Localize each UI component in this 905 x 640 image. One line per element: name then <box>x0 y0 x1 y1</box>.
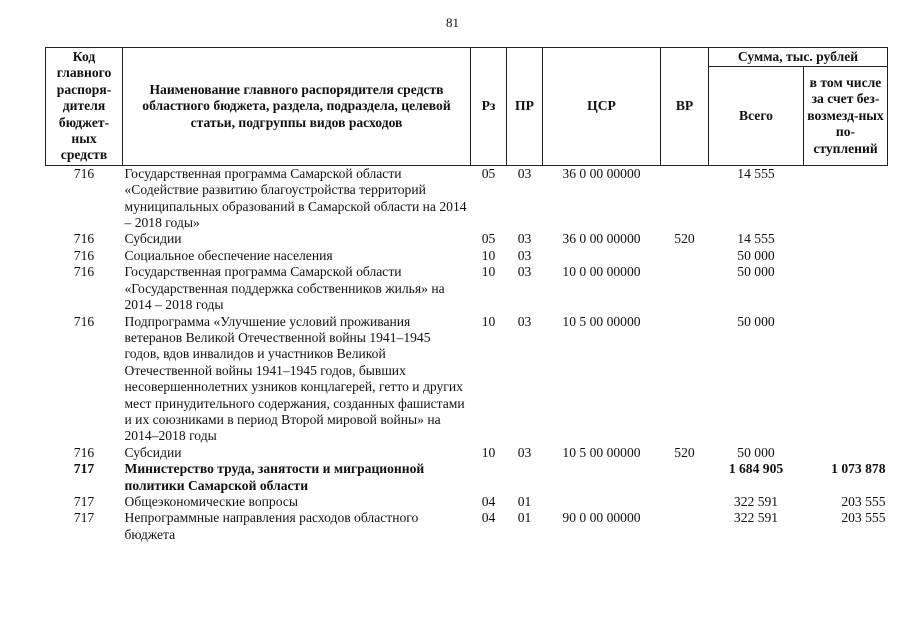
cell-name: Субсидии <box>124 444 182 460</box>
cell-total: 50 000 <box>737 444 775 460</box>
table-row <box>46 314 888 445</box>
cell-rz: 05 <box>481 165 496 181</box>
cell-csr: 90 0 00 00000 <box>562 510 641 526</box>
cell-pr: 03 <box>517 247 532 263</box>
cell-code: 717 <box>73 493 95 509</box>
cell-total: 50 000 <box>737 264 775 280</box>
cell-free <box>804 231 888 247</box>
cell-name: Общеэкономические вопросы <box>124 493 299 509</box>
table-row <box>46 264 888 313</box>
cell-csr: 10 5 00 00000 <box>562 444 641 460</box>
budget-table <box>45 47 888 543</box>
table-row <box>46 231 888 247</box>
cell-pr: 01 <box>517 493 532 509</box>
cell-name: Министерство труда, занятости и миграционной политики Самарской области <box>124 461 425 493</box>
cell-vr <box>661 510 709 543</box>
cell-total: 14 555 <box>737 231 775 247</box>
cell-pr: 01 <box>517 510 532 526</box>
cell-name: Государственная программа Самарской области «Содействие развитию благоустройства территорий муниципальных образований в Самарской области на 2014 – 2018 годы» <box>124 165 467 231</box>
cell-name: Субсидии <box>124 231 182 247</box>
table-row <box>46 510 888 543</box>
header-free: в том числе за счет без-возмезд-ных по-ступлений <box>804 67 888 166</box>
table-row <box>46 445 888 461</box>
cell-total: 14 555 <box>737 165 775 181</box>
cell-vr: 520 <box>674 444 695 460</box>
cell-name: Социальное обеспечение населения <box>124 247 333 263</box>
cell-csr: 10 5 00 00000 <box>562 313 641 329</box>
cell-rz: 04 <box>481 510 496 526</box>
cell-pr: 03 <box>517 264 532 280</box>
cell-free <box>804 165 888 231</box>
cell-pr: 03 <box>517 444 532 460</box>
cell-code: 717 <box>73 461 95 477</box>
cell-rz: 10 <box>481 247 496 263</box>
cell-name: Непрограммные направления расходов областного бюджета <box>124 510 419 542</box>
cell-code: 716 <box>73 264 95 280</box>
cell-total: 322 591 <box>733 510 779 526</box>
header-rz: Рз <box>471 48 507 166</box>
header-sum: Сумма, тыс. рублей <box>709 48 888 67</box>
cell-code: 716 <box>73 231 95 247</box>
header-code: Код главного распоря-дителя бюджет-ных средств <box>46 48 123 166</box>
header-vr: ВР <box>661 48 709 166</box>
cell-vr <box>661 314 709 445</box>
cell-total: 322 591 <box>733 493 779 509</box>
table-body <box>46 165 888 543</box>
cell-rz: 10 <box>481 313 496 329</box>
cell-free <box>804 264 888 313</box>
cell-pr: 03 <box>517 313 532 329</box>
header-name: Наименование главного распорядителя средств областного бюджета, раздела, подраздела, целевой статьи, подгруппы видов расходов <box>123 48 471 166</box>
cell-rz <box>471 461 507 494</box>
cell-free: 203 555 <box>841 493 886 509</box>
cell-rz: 04 <box>481 493 496 509</box>
cell-free: 1 073 878 <box>831 461 886 477</box>
table-header <box>46 48 888 166</box>
cell-rz: 10 <box>481 264 496 280</box>
cell-total: 50 000 <box>737 247 775 263</box>
cell-csr <box>543 461 661 494</box>
table-row <box>46 165 888 231</box>
cell-vr <box>661 264 709 313</box>
page-number: 81 <box>446 15 459 30</box>
cell-vr <box>661 494 709 510</box>
cell-pr: 03 <box>517 165 532 181</box>
cell-free: 203 555 <box>841 510 886 526</box>
cell-free <box>804 314 888 445</box>
cell-code: 716 <box>73 165 95 181</box>
cell-csr: 36 0 00 00000 <box>562 231 641 247</box>
cell-code: 716 <box>73 444 95 460</box>
cell-name: Подпрограмма «Улучшение условий проживания ветеранов Великой Отечественной войны 1941–1945 годов, вдов инвалидов и участников Великой Отечественной войны 1941–1945 годов, бывших несовершеннолетних узников концлагерей, гетто и других мест принудительного содержания, созданных фашистами и их союзниками в период Второй мировой войны» на 2014–2018 годы <box>124 313 465 444</box>
cell-vr <box>661 248 709 264</box>
cell-pr: 03 <box>517 231 532 247</box>
cell-csr: 36 0 00 00000 <box>562 165 641 181</box>
cell-name: Государственная программа Самарской области «Государственная поддержка собственников жилья» на 2014 – 2018 годы <box>124 264 445 313</box>
cell-pr <box>507 461 543 494</box>
table-row <box>46 461 888 494</box>
table-row <box>46 248 888 264</box>
header-csr: ЦСР <box>543 48 661 166</box>
cell-code: 716 <box>73 313 95 329</box>
cell-free <box>804 248 888 264</box>
cell-total: 1 684 905 <box>728 461 784 477</box>
table-row <box>46 494 888 510</box>
cell-vr <box>661 165 709 231</box>
cell-csr <box>543 494 661 510</box>
cell-csr: 10 0 00 00000 <box>562 264 641 280</box>
cell-rz: 10 <box>481 444 496 460</box>
cell-code: 717 <box>73 510 95 526</box>
header-total: Всего <box>709 67 804 166</box>
cell-free <box>804 445 888 461</box>
header-pr: ПР <box>507 48 543 166</box>
cell-vr <box>661 461 709 494</box>
cell-rz: 05 <box>481 231 496 247</box>
cell-csr <box>543 248 661 264</box>
cell-vr: 520 <box>674 231 695 247</box>
cell-total: 50 000 <box>737 313 775 329</box>
cell-code: 716 <box>73 247 95 263</box>
